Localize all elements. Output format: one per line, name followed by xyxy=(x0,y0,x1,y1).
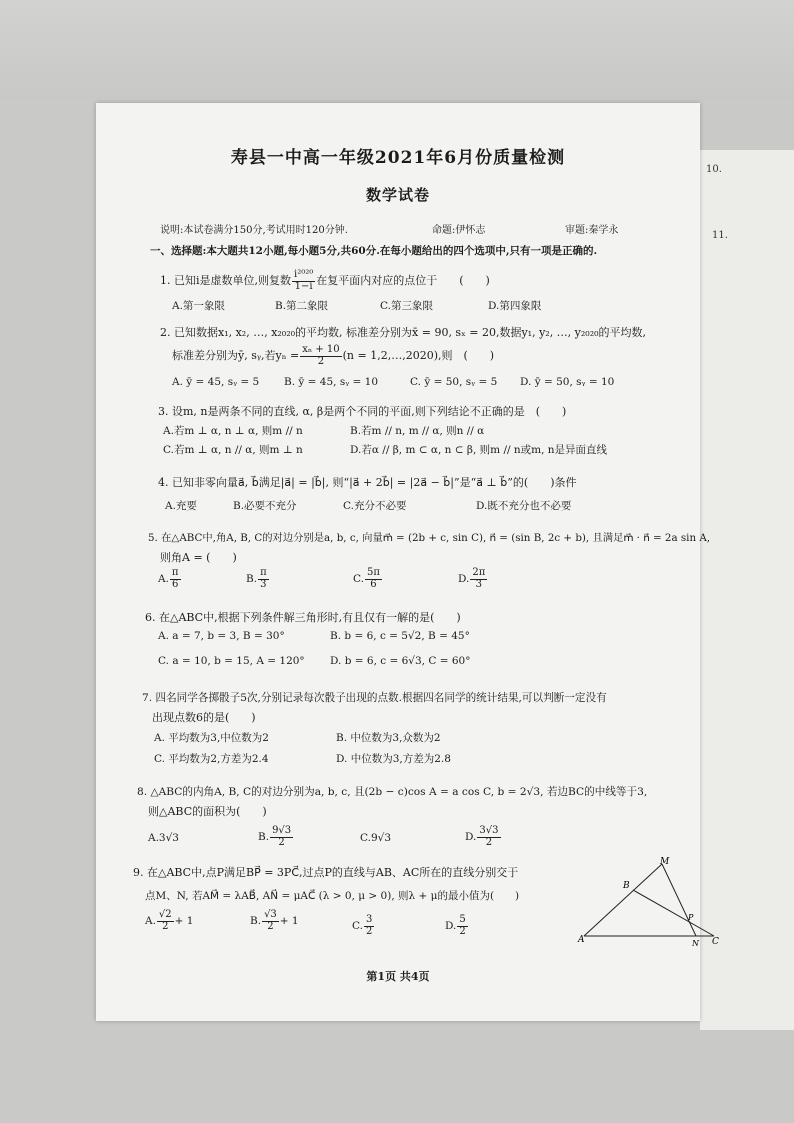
question-text: (n = 1,2,…,2020),则 ( ) xyxy=(342,349,495,362)
question-2-stem-line2 xyxy=(172,345,494,367)
q2-option-b: B. ȳ = 45, sᵧ = 10 xyxy=(284,376,379,388)
edge-number: 10. xyxy=(706,164,722,175)
q5-option-a: A. $\frac{\pi}{6}$ xyxy=(158,567,179,590)
q7-option-b: B. 中位数为3,众数为2 xyxy=(336,732,441,744)
exam-reviewer: 审题:秦学永 xyxy=(565,225,619,236)
label-m: M xyxy=(660,857,670,867)
q2-option-c: C. ȳ = 50, sᵧ = 5 xyxy=(410,376,498,388)
q2-option-d: D. ȳ = 50, sᵧ = 10 xyxy=(520,376,615,388)
q5-option-b: B. $\frac{\pi}{3}$ xyxy=(246,567,267,590)
q5-option-c: C. $\frac{5\pi}{6}$ xyxy=(353,567,380,590)
fraction: $\frac{√2}{2}$ xyxy=(158,909,172,932)
question-8-stem-line2: 则△ABC的面积为( ) xyxy=(148,805,267,818)
exam-description: 说明:本试卷满分150分,考试用时120分钟. xyxy=(160,225,348,236)
q6-option-a: A. a = 7, b = 3, B = 30° xyxy=(158,630,285,642)
q5-option-d: D. $\frac{2\pi}{3}$ xyxy=(458,567,486,590)
fraction: $\frac{\pi}{3}$ xyxy=(260,567,267,590)
question-4-stem: 4. 已知非零向量a⃗, b⃗满足|a⃗| = |b⃗|, 则“|a⃗ + 2b⃗| = |2a⃗ − b⃗|”是“a⃗ ⊥ b⃗”的( )条件 xyxy=(158,476,577,489)
q4-option-d: D.既不充分也不必要 xyxy=(476,500,572,512)
question-7-stem-line2: 出现点数6的是( ) xyxy=(152,711,256,724)
question-text: 1. 已知i是虚数单位,则复数 xyxy=(160,274,292,287)
fraction: $\frac{5\pi}{6}$ xyxy=(367,567,380,590)
q3-option-d: D.若α // β, m ⊂ α, n ⊂ β, 则m // n或m, n是异面直线 xyxy=(350,444,608,456)
q6-option-c: C. a = 10, b = 15, A = 120° xyxy=(158,655,305,667)
q8-option-a: A.3√3 xyxy=(148,832,179,844)
fraction: $\frac{3}{2}$ xyxy=(366,914,373,937)
fraction: $\frac{5}{2}$ xyxy=(459,914,466,937)
label-c: C xyxy=(712,937,719,947)
question-9-stem-line2: 点M、N, 若AM⃗ = λAB⃗, AN⃗ = μAC⃗ (λ > 0, μ > 0), 则λ + μ的最小值为( ) xyxy=(145,890,520,902)
label-b: B xyxy=(623,881,630,891)
segment-mn xyxy=(662,864,696,936)
q1-option-b: B.第二象限 xyxy=(275,300,329,312)
fraction-denominator: 2 xyxy=(317,355,325,367)
q4-option-c: C.充分不必要 xyxy=(343,500,407,512)
q9-option-d: D. $\frac{5}{2}$ xyxy=(445,914,466,937)
q6-option-b: B. b = 6, c = 5√2, B = 45° xyxy=(330,630,470,642)
q1-option-c: C.第三象限 xyxy=(380,300,433,312)
q8-option-d: D. $\frac{3√3}{2}$ xyxy=(465,825,499,848)
q9-option-a: A. $\frac{√2}{2}$ + 1 xyxy=(145,909,194,932)
q7-option-a: A. 平均数为3,中位数为2 xyxy=(154,732,269,744)
q8-option-b: B. $\frac{9√3}{2}$ xyxy=(258,825,292,848)
section-heading: 一、选择题:本大题共12小题,每小题5分,共60分.在每小题给出的四个选项中,只有一项是正确的. xyxy=(150,245,598,257)
q3-option-c: C.若m ⊥ α, n // α, 则m ⊥ n xyxy=(163,444,303,456)
label-a: A xyxy=(578,935,585,945)
question-2-stem-line1: 2. 已知数据x₁, x₂, …, x₂₀₂₀的平均数, 标准差分别为x̄ = 90, sₓ = 20,数据y₁, y₂, …, y₂₀₂₀的平均数, xyxy=(160,326,647,339)
fraction xyxy=(300,345,341,367)
question-7-stem-line1: 7. 四名同学各掷骰子5次,分别记录每次骰子出现的点数.根据四名同学的统计结果,可以判断一定没有 xyxy=(142,692,607,704)
q2-option-a: A. ȳ = 45, sᵧ = 5 xyxy=(172,376,260,388)
q7-option-d: D. 中位数为3,方差为2.8 xyxy=(336,753,451,765)
question-5-stem-line1: 5. 在△ABC中,角A, B, C的对边分别是a, b, c, 向量m⃗ = (2b + c, sin C), n⃗ = (sin B, 2c + b), 且满足m⃗ · n⃗ = 2a sin A, xyxy=(148,532,711,544)
q7-option-c: C. 平均数为2,方差为2.4 xyxy=(154,753,269,765)
label-n: N xyxy=(692,939,699,948)
q6-option-d: D. b = 6, c = 6√3, C = 60° xyxy=(330,655,471,667)
question-1-stem xyxy=(160,270,490,292)
question-text: 在复平面内对应的点位于 ( ) xyxy=(316,274,490,287)
question-5-stem-line2: 则角A = ( ) xyxy=(160,551,237,564)
q4-option-b: B.必要不充分 xyxy=(233,500,297,512)
fraction-numerator: xₙ + 10 xyxy=(302,344,340,355)
fraction: $\frac{2\pi}{3}$ xyxy=(472,567,486,590)
fraction: $\frac{3√3}{2}$ xyxy=(479,825,499,848)
fraction: $\frac{9√3}{2}$ xyxy=(272,825,292,848)
q3-option-a: A.若m ⊥ α, n ⊥ α, 则m // n xyxy=(163,425,303,437)
page-footer: 第1页 共4页 xyxy=(366,970,430,983)
question-6-stem: 6. 在△ABC中,根据下列条件解三角形时,有且仅有一解的是( ) xyxy=(145,611,461,624)
question-9-stem-line1: 9. 在△ABC中,点P满足BP⃗ = 3PC⃗,过点P的直线与AB、AC所在的直线分别交于 xyxy=(133,866,519,879)
q1-option-d: D.第四象限 xyxy=(488,300,542,312)
q1-option-a: A.第一象限 xyxy=(172,300,225,312)
segment-bc xyxy=(633,890,714,936)
q8-option-c: C.9√3 xyxy=(360,832,392,844)
fraction: $\frac{\pi}{6}$ xyxy=(171,567,179,590)
question-text: 标准差分别为ȳ, sᵧ,若yₙ = xyxy=(172,349,300,362)
q9-option-c: C. $\frac{3}{2}$ xyxy=(352,914,373,937)
exam-author: 命题:伊怀志 xyxy=(432,225,486,236)
exam-title: 寿县一中高一年级2021年6月份质量检测 xyxy=(230,148,566,168)
label-p: P xyxy=(688,913,694,922)
background-top xyxy=(0,0,794,100)
q9-option-b: B. $\frac{√3}{2}$ + 1 xyxy=(250,909,299,932)
triangle-figure xyxy=(578,856,718,946)
fraction xyxy=(292,270,315,292)
question-8-stem-line1: 8. △ABC的内角A, B, C的对边分别为a, b, c, 且(2b − c)cos A = a cos C, b = 2√3, 若边BC的中线等于3, xyxy=(137,786,648,798)
fraction-numerator: i²⁰²⁰ xyxy=(294,269,314,280)
question-3-stem: 3. 设m, n是两条不同的直线, α, β是两个不同的平面,则下列结论不正确的是 ( ) xyxy=(158,405,567,418)
q4-option-a: A.充要 xyxy=(165,500,197,512)
fraction: $\frac{√3}{2}$ xyxy=(264,909,277,932)
edge-number: 11. xyxy=(712,230,728,241)
fraction-denominator: 1−i xyxy=(294,280,313,292)
q3-option-b: B.若m // n, m // α, 则n // α xyxy=(350,425,485,437)
exam-subtitle: 数学试卷 xyxy=(365,186,430,204)
